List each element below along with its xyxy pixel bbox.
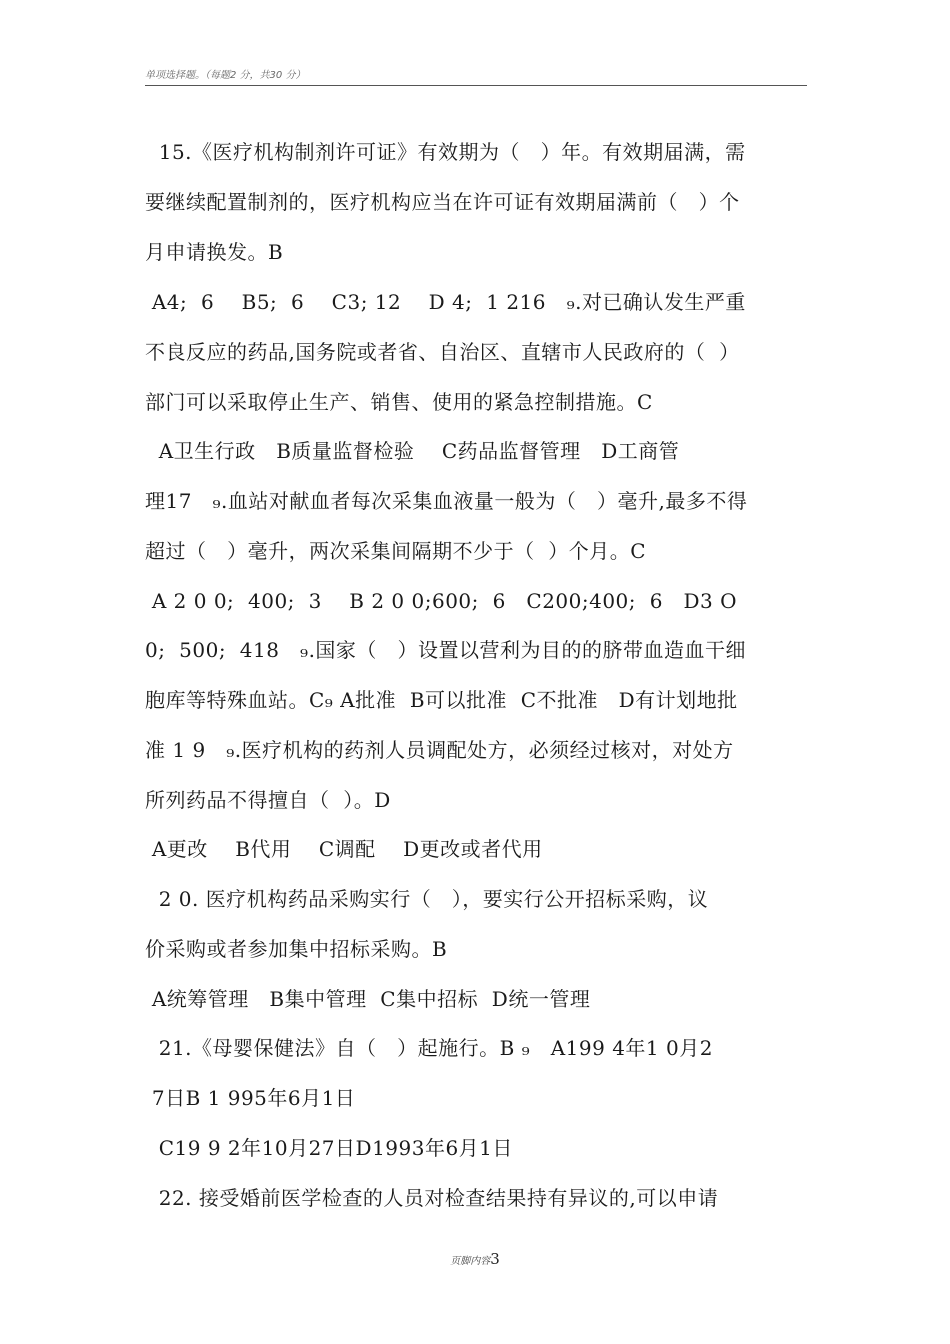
text-line: 理17 ₉.血站对献血者每次采集血液量一般为（ ）毫升,最多不得 [145, 489, 748, 513]
text-line: 所列药品不得擅自（ ）。D [145, 788, 391, 812]
text-line: A卫生行政 B质量监督检验 C药品监督管理 D工商管 [145, 439, 680, 463]
text-line: 2 0. 医疗机构药品采购实行（ ），要实行公开招标采购，议 [145, 887, 709, 911]
text-line: 0; 500; 418 ₉.国家（ ）设置以营利为目的的脐带血造血干细 [145, 638, 746, 662]
text-line: A统筹管理 B集中管理 C集中招标 D统一管理 [145, 987, 591, 1011]
text-line: C19 9 2年10月27日D1993年6月1日 [145, 1136, 513, 1160]
footer-label: 页脚内容 [450, 1256, 491, 1267]
text-line: 部门可以采取停止生产、销售、使用的紧急控制措施。C [145, 390, 653, 414]
text-line: 21.《母婴保健法》自（ ）起施行。B ₉ A199 4年1 0月2 [145, 1036, 713, 1060]
page-footer [0, 1250, 950, 1268]
text-line: 7日B 1 995年6月1日 [145, 1086, 356, 1110]
text-line: 超过（ ）毫升，两次采集间隔期不少于（ ）个月。C [145, 539, 647, 563]
text-line: 不良反应的药品,国务院或者省、自治区、直辖市人民政府的（ ） [145, 340, 740, 364]
text-line: 15.《医疗机构制剂许可证》有效期为（ ）年。有效期届满，需 [145, 140, 746, 164]
text-line: A更改 B代用 C调配 D更改或者代用 [145, 837, 543, 861]
page-number: 3 [490, 1250, 500, 1268]
text-line: 22. 接受婚前医学检查的人员对检查结果持有异议的,可以申请 [145, 1186, 719, 1210]
text-line: 胞库等特殊血站。C₉ A批准 B可以批准 C不批准 D有计划地批 [145, 688, 738, 712]
text-line: 准 1 9 ₉.医疗机构的药剂人员调配处方，必须经过核对，对处方 [145, 738, 734, 762]
text-line: A4; 6 B5; 6 C3; 12 D 4; 1 216 ₉.对已确认发生严重 [145, 290, 746, 314]
text-line: 价采购或者参加集中招标采购。B [145, 937, 448, 961]
page-header: 单项选择题。（每题2 分，共30 分） [145, 66, 807, 86]
text-line: 月申请换发。B [145, 240, 284, 264]
text-line: A 2 0 0; 400; 3 B 2 0 0;600; 6 C200;400; 6 D3 O [145, 589, 738, 613]
text-line: 要继续配置制剂的，医疗机构应当在许可证有效期届满前（ ）个 [145, 190, 740, 214]
